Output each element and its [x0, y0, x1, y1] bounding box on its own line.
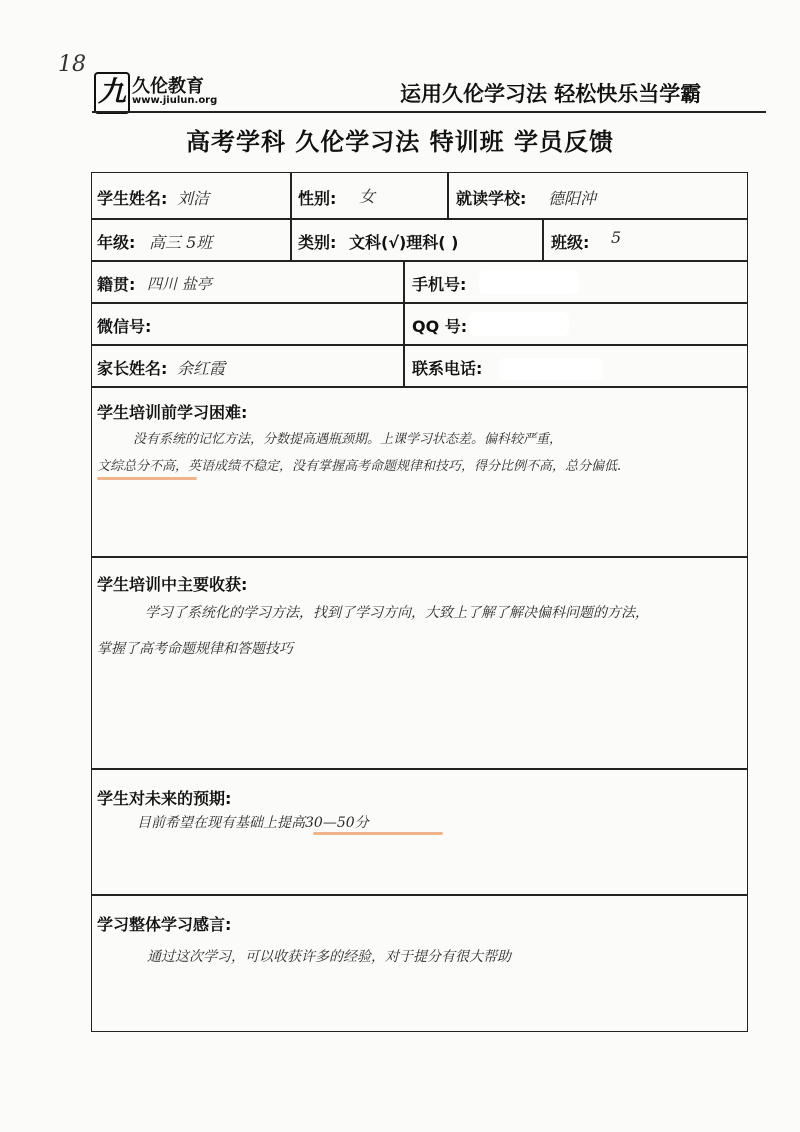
student-name-label: 学生姓名: [97, 189, 168, 208]
class-value: 5 [611, 228, 622, 247]
redacted-contact-phone [499, 358, 603, 380]
column-divider [403, 260, 405, 386]
student-name-value: 刘洁 [177, 189, 210, 208]
during-training-line: 掌握了高考命题规律和答题技巧 [97, 641, 293, 657]
hometown-label: 籍贯: [97, 275, 136, 294]
before-training-line: 没有系统的记忆方法，分数提高遇瓶颈期。上课学习状态差。偏科较严重， [133, 432, 563, 447]
parent-name-value: 余红霞 [177, 359, 226, 378]
gender-label: 性别: [298, 189, 337, 208]
future-expectation-label: 学生对未来的预期: [97, 789, 232, 808]
qq-label: QQ 号: [412, 317, 468, 336]
before-training-label: 学生培训前学习困难: [97, 403, 248, 422]
contact-phone-label: 联系电话: [412, 359, 483, 378]
category-options: 文科(√)理科( ) [349, 233, 459, 252]
column-divider [542, 218, 544, 260]
redacted-phone [479, 270, 579, 294]
column-divider [290, 172, 292, 260]
future-expectation-line: 目前希望在现有基础上提高30—50分 [137, 815, 369, 831]
redacted-qq [469, 312, 569, 336]
phone-label: 手机号: [412, 275, 467, 294]
highlight-underline [313, 832, 443, 835]
wechat-label: 微信号: [97, 317, 152, 336]
row-divider [91, 260, 748, 262]
brand-name: 久伦教育 [132, 76, 204, 97]
slogan: 运用久伦学习法 轻松快乐当学霸 [400, 82, 702, 106]
category-label: 类别: [298, 233, 337, 252]
during-training-label: 学生培训中主要收获: [97, 575, 248, 594]
logo-mark-icon: 九 [94, 72, 130, 114]
grade-label: 年级: [97, 233, 136, 252]
brand-url: www.jiulun.org [132, 95, 218, 106]
row-divider [91, 386, 748, 388]
row-divider [91, 302, 748, 304]
gender-value: 女 [359, 187, 376, 206]
section-divider [91, 768, 748, 770]
section-divider [91, 894, 748, 896]
school-label: 就读学校: [456, 189, 527, 208]
row-divider [91, 344, 748, 346]
grade-value: 高三 5班 [149, 233, 213, 252]
highlight-underline [97, 477, 197, 480]
overall-reflection-label: 学习整体学习感言: [97, 915, 232, 934]
overall-reflection-line: 通过这次学习，可以收获许多的经验，对于提分有很大帮助 [147, 949, 511, 965]
class-label: 班级: [551, 233, 590, 252]
hometown-value: 四川 盐亭 [147, 275, 212, 293]
feedback-form [91, 172, 748, 1032]
parent-name-label: 家长姓名: [97, 359, 168, 378]
header-divider [92, 111, 766, 113]
section-divider [91, 556, 748, 558]
before-training-line: 文综总分不高，英语成绩不稳定，没有掌握高考命题规律和技巧，得分比例不高，总分偏低. [97, 459, 622, 474]
form-title: 高考学科 久伦学习法 特训班 学员反馈 [185, 128, 615, 156]
during-training-line: 学习了系统化的学习方法，找到了学习方向，大致上了解了解决偏科问题的方法， [145, 605, 649, 621]
column-divider [447, 172, 449, 218]
school-value: 德阳沖 [548, 189, 597, 208]
row-divider [91, 218, 748, 220]
page-number: 18 [58, 52, 86, 77]
